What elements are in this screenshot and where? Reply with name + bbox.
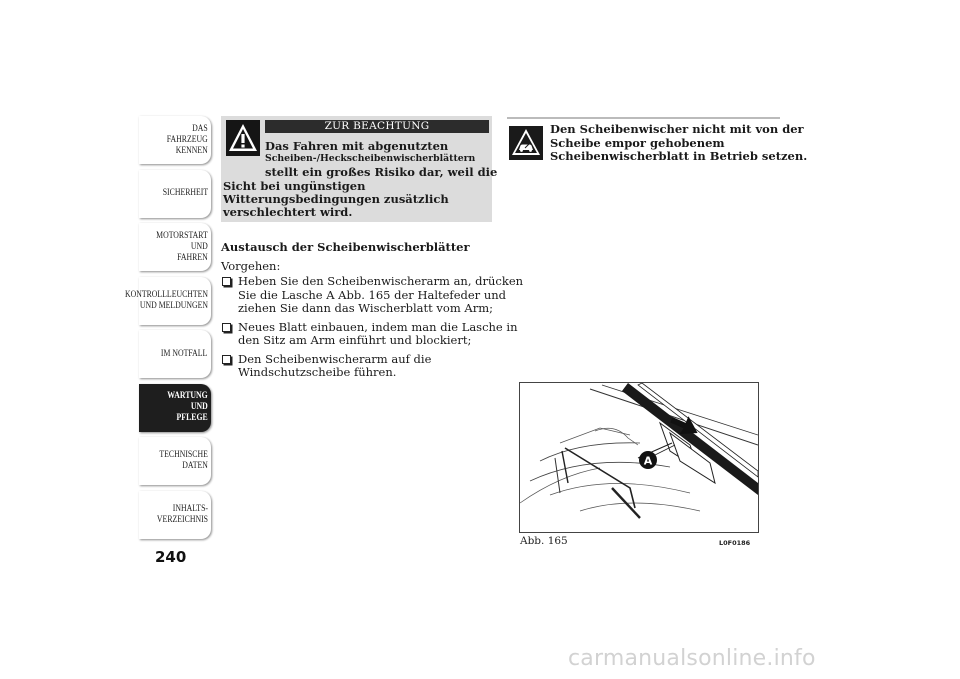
procedure-intro: Vorgehen: [221,259,281,273]
note-text [550,122,808,164]
tab-kontrollleuchten[interactable] [124,277,211,325]
tab-das-fahrzeug-kennen[interactable] [139,116,211,164]
watermark: carmanualsonline.info [568,646,816,671]
wiper-illustration [520,383,758,532]
tab-label: SICHERHEIT [162,188,208,198]
warning-text-line: Scheiben-/Heckscheibenwischerblättern [265,153,476,164]
tab-label: KONTROLLLEUCHTEN UND MELDUNGEN [124,289,208,311]
note-text-line: Scheibenwischerblatt in Betrieb setzen. [550,149,808,163]
chapter-sidebar [124,116,211,544]
figure-code: L0F0186 [719,539,751,547]
tab-label: IM NOTFALL [161,348,208,359]
section-title: Austausch der Scheibenwischerblätter [221,240,470,254]
note-text-line: Den Scheibenwischer nicht mit von der [550,122,804,136]
tab-inhaltsverzeichnis[interactable] [139,491,211,539]
tab-label: DAS FAHRZEUG KENNEN [166,123,208,156]
step-text-line: ziehen Sie dann das Wischerblatt vom Arm; [238,301,493,315]
step-text-line: Sie die Lasche A Abb. 165 der Haltefeder und [238,287,506,302]
warning-text-line: Witterungsbedingungen zusätzlich [223,192,449,206]
divider [507,117,780,119]
procedure-steps [221,274,524,385]
page-number: 240 [155,548,187,566]
warning-header: ZUR BEACHTUNG [265,120,489,133]
list-item [221,353,496,380]
step-text-line: Den Scheibenwischerarm auf die [238,351,432,366]
warning-text-line: verschlechtert wird. [223,205,353,219]
warning-text-line: Das Fahren mit abgenutzten [265,139,449,153]
step-text-line: Neues Blatt einbauen, indem man die Lasche in [238,319,518,334]
checkbox-bullet-icon [222,355,231,364]
car-wiper-icon [509,126,543,160]
checkbox-bullet-icon [222,323,231,332]
tab-label: INHALTS- VERZEICHNIS [156,503,208,525]
tab-wartung-und-pflege[interactable] [139,384,211,432]
step-text-line: Windschutzscheibe führen. [238,365,397,379]
tab-label: TECHNISCHE DATEN [159,450,208,471]
tab-technische-daten[interactable] [139,437,211,485]
figure-wiper-blade [519,382,759,533]
figure-caption: Abb. 165 [520,535,568,547]
tab-sicherheit[interactable] [139,170,211,218]
step-text-line: den Sitz am Arm einführt und blockiert; [238,333,472,347]
warning-triangle-icon [226,120,260,156]
tab-motorstart-und-fahren[interactable] [139,223,211,271]
tab-label: WARTUNG UND PFLEGE [167,391,208,423]
tab-label: MOTORSTART UND FAHREN [156,230,208,263]
checkbox-bullet-icon [222,277,231,286]
tab-im-notfall[interactable] [139,330,211,378]
list-item [221,319,518,348]
warning-text-line: stellt ein großes Risiko dar, weil die [265,165,498,179]
callout-a: A [643,454,653,468]
warning-box [221,116,498,222]
note-text-line: Scheibe empor gehobenem [550,135,725,150]
list-item [221,274,524,316]
warning-text-line: Sicht bei ungünstigen [223,179,366,193]
step-text-line: Heben Sie den Scheibenwischerarm an, drücken [238,274,524,288]
